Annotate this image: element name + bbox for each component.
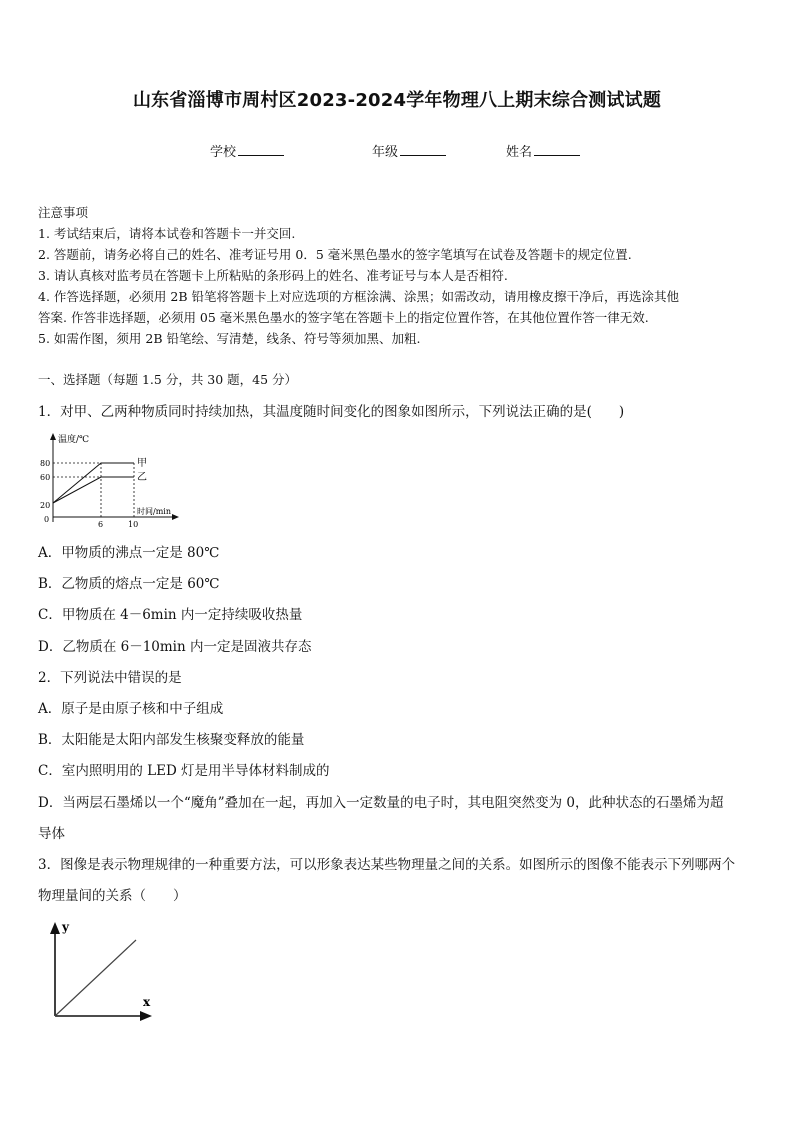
xy-linear-graph [40, 918, 160, 1028]
y-axis-label: 温度/℃ [58, 435, 90, 445]
x-axis-label: x [143, 995, 151, 1009]
note-item: 2. 答题前，请务必将自己的姓名、准考证号用 0．5 毫米黑色墨水的签字笔填写在试卷及答题卡的规定位置. [38, 247, 632, 262]
line-jia-label: 甲 [137, 458, 147, 469]
proportional-line [55, 940, 136, 1016]
option: C．室内照明用的 LED 灯是用半导体材料制成的 [38, 763, 330, 779]
temperature-time-graph [34, 430, 184, 530]
school-field [210, 141, 284, 160]
option: D．当两层石墨烯以一个“魔角”叠加在一起，再加入一定数量的电子时，其电阻突然变为 0，此种状态的石墨烯为超 [38, 795, 724, 811]
school-blank [238, 143, 284, 156]
note-item: 1. 考试结束后，请将本试卷和答题卡一并交回. [38, 226, 296, 241]
page-title: 山东省淄博市周村区2023-2024学年物理八上期末综合测试试题 [132, 90, 662, 111]
grade-field [372, 141, 446, 160]
option: D．乙物质在 6－10min 内一定是固液共存态 [38, 639, 312, 655]
y-axis-label: y [62, 920, 69, 934]
option: B．乙物质的熔点一定是 60℃ [38, 576, 220, 592]
line-yi [53, 477, 134, 503]
line-yi-label: 乙 [137, 472, 147, 483]
x-tick-label: 6 [98, 520, 104, 529]
question-1-stem: 1．对甲、乙两种物质同时持续加热，其温度随时间变化的图象如图所示，下列说法正确的是( ) [38, 404, 625, 420]
name-blank [534, 143, 580, 156]
question-3-stem: 物理量间的关系（ ） [38, 888, 187, 904]
y-tick-label: 60 [40, 473, 51, 482]
question-2-stem: 2．下列说法中错误的是 [38, 670, 182, 686]
question-3-stem: 3．图像是表示物理规律的一种重要方法，可以形象表达某些物理量之间的关系。如图所示的图像不能表示下列哪两个 [38, 857, 736, 873]
grade-blank [400, 143, 446, 156]
name-field [506, 141, 580, 160]
note-item: 4. 作答选择题，必须用 2B 铅笔将答题卡上对应选项的方框涂满、涂黑；如需改动，请用橡皮擦干净后，再选涂其他 [38, 289, 679, 304]
notes-heading: 注意事项 [38, 205, 89, 220]
name-label: 姓名 [506, 145, 533, 160]
option: A．原子是由原子核和中子组成 [38, 701, 224, 717]
y-tick-label: 80 [40, 459, 51, 468]
x-tick-label: 10 [128, 520, 139, 529]
y-tick-label: 20 [40, 501, 51, 510]
note-item: 3. 请认真核对监考员在答题卡上所粘贴的条形码上的姓名、准考证号与本人是否相符. [38, 268, 508, 283]
option: B．太阳能是太阳内部发生核聚变释放的能量 [38, 732, 305, 748]
y-tick-label: 0 [44, 515, 50, 524]
school-label: 学校 [210, 145, 237, 160]
x-axis-label: 时间/min [137, 507, 171, 516]
note-item: 答案. 作答非选择题，必须用 05 毫米黑色墨水的签字笔在答题卡上的指定位置作答，在其他位置作答一律无效. [38, 310, 649, 325]
line-jia [53, 463, 134, 503]
note-item: 5. 如需作图，须用 2B 铅笔绘、写清楚，线条、符号等须加黑、加粗. [38, 331, 421, 346]
grade-label: 年级 [372, 145, 399, 160]
option-continuation: 导体 [38, 826, 65, 842]
option: C．甲物质在 4－6min 内一定持续吸收热量 [38, 607, 303, 623]
option: A．甲物质的沸点一定是 80℃ [38, 545, 220, 561]
section-heading: 一、选择题（每题 1.5 分，共 30 题，45 分） [38, 372, 298, 387]
